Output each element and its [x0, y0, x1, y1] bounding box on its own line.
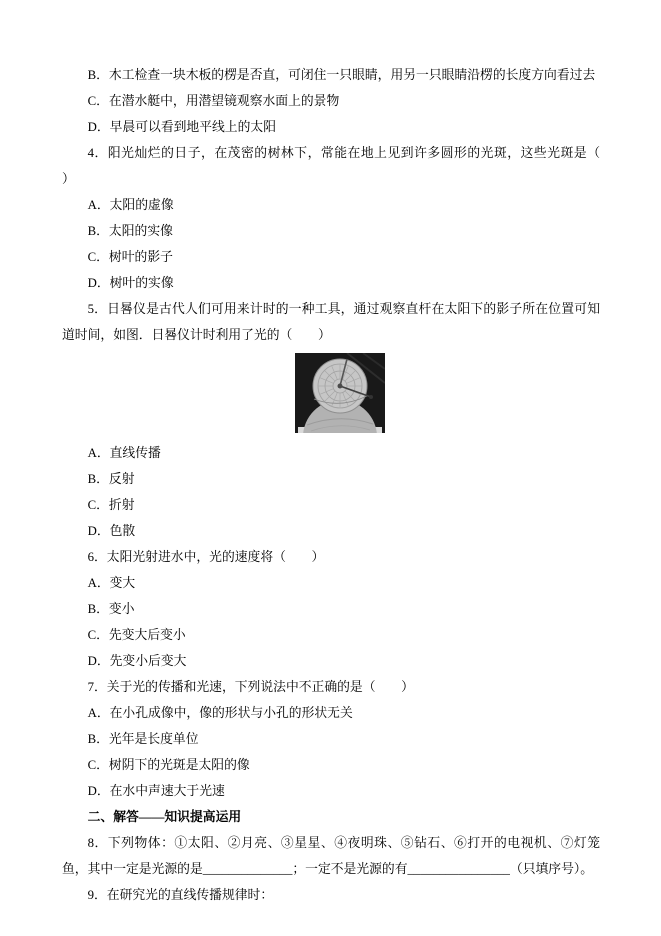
q3-option-d: D．早晨可以看到地平线上的太阳: [87, 120, 276, 134]
q7-stem: 7．关于光的传播和光速，下列说法中不正确的是（ ）: [87, 680, 414, 694]
q5-option-c: C．折射: [87, 498, 135, 512]
sundial-figure: [62, 353, 600, 433]
q7-option-a: A．在小孔成像中，像的形状与小孔的形状无关: [87, 706, 353, 720]
q5-option-d: D．色散: [87, 524, 136, 538]
q3-option-c: C．在潜水艇中，用潜望镜观察水面上的景物: [87, 94, 340, 108]
q4-option-b: B．太阳的实像: [87, 224, 173, 238]
q8-text-3: （只填序号）。: [509, 862, 594, 876]
q8-blank-2: ________________: [407, 862, 510, 876]
q8-text-2: ；一定不是光源的有: [292, 862, 408, 876]
q8-blank-1: ______________: [202, 862, 293, 876]
q6-option-c: C．先变大后变小: [87, 628, 186, 642]
section-heading: 二、解答——知识提高运用: [87, 810, 242, 824]
q6-option-d: D．先变小后变大: [87, 654, 187, 668]
q5-option-b: B．反射: [87, 472, 135, 486]
q9-stem: 9．在研究光的直线传播规律时：: [87, 888, 274, 902]
q4-stem: 4．阳光灿烂的日子，在茂密的树林下，常能在地上见到许多圆形的光斑，这些光斑是（ ）: [62, 146, 626, 186]
q4-option-d: D．树叶的实像: [87, 276, 174, 290]
q7-option-b: B．光年是长度单位: [87, 732, 199, 746]
sundial-image: [295, 353, 385, 433]
q6-stem: 6．太阳光射进水中，光的速度将（ ）: [87, 550, 325, 564]
q8-stem: [62, 830, 600, 882]
q4-option-c: C．树叶的影子: [87, 250, 173, 264]
q7-option-d: D．在水中声速大于光速: [87, 784, 225, 798]
q5-stem: 5．日晷仪是古代人们可用来计时的一种工具，通过观察直杆在太阳下的影子所在位置可知道时间，如图．日晷仪计时利用了光的（ ）: [62, 302, 600, 342]
q5-option-a: A．直线传播: [87, 446, 161, 460]
q3-option-b: B．木工检查一块木板的楞是否直，可闭住一只眼睛，用另一只眼睛沿楞的长度方向看过去: [87, 68, 596, 82]
q6-option-a: A．变大: [87, 576, 136, 590]
q7-option-c: C．树阴下的光斑是太阳的像: [87, 758, 250, 772]
q4-option-a: A．太阳的虚像: [87, 198, 174, 212]
q8-text-1: 8．下列物体：①太阳、②月亮、③星星、④夜明珠、⑤钻石、⑥打开的电视机、⑦灯笼鱼，其中一定是光源的是: [62, 836, 600, 876]
q6-option-b: B．变小: [87, 602, 135, 616]
